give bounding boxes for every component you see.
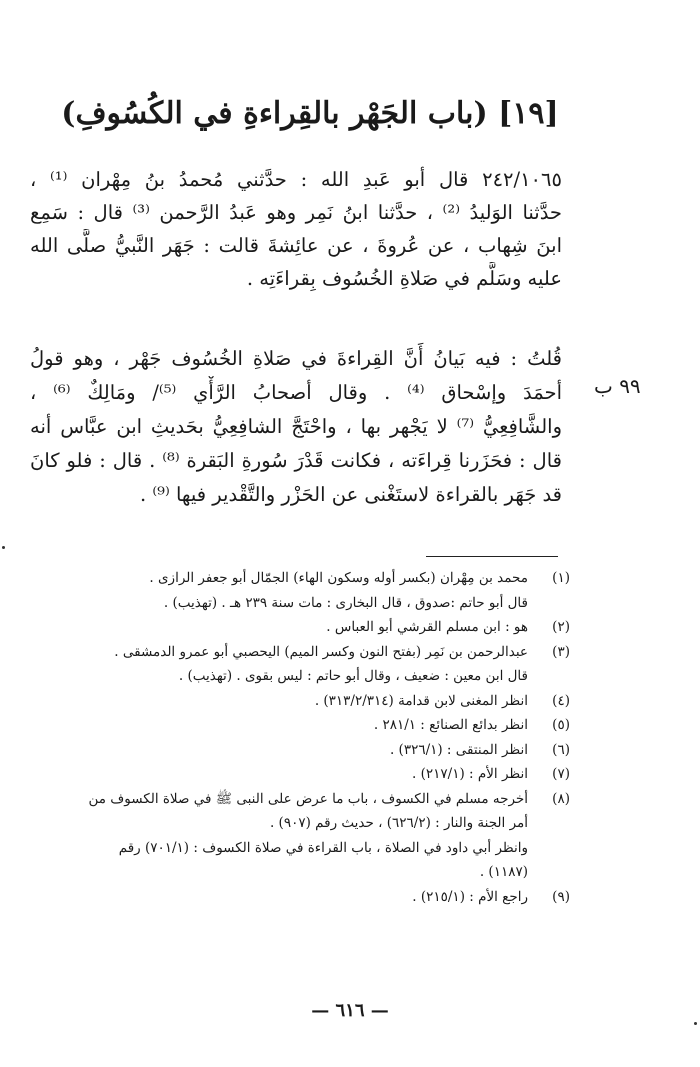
footnote <box>52 885 570 910</box>
footnote-number: (٢) <box>552 619 570 635</box>
footnote-number: (٩) <box>552 888 570 905</box>
footnote <box>52 713 570 738</box>
footnote-separator <box>426 556 558 557</box>
footnote-text <box>52 640 528 689</box>
footnote-line: انظر بدائع الصنائع : ٢٨١/١ . <box>373 717 528 733</box>
footnote <box>52 640 570 689</box>
footnote-line: أمر الجنة والنار : (٦٢٦/٢) ، حديث رقم (٩٠٧) . <box>269 815 528 831</box>
footnote-line: انظر المغنى لابن قدامة (٣١٣/٢/٣١٤) . <box>314 692 528 709</box>
footnote-number: (٦) <box>552 741 570 758</box>
footnote-number: (٣) <box>552 643 570 660</box>
footnote-line: انظر الأم : (٢١٧/١) . <box>412 766 528 782</box>
footnote-line: محمد بن مِهْران (بكسر أوله وسكون الهاء) الجمّال أبو جعفر الرازى . <box>149 570 528 586</box>
footnote-text <box>52 566 528 615</box>
footnote <box>52 762 570 787</box>
hadith-line: عليه وسَلَّم في صَلاةِ الخُسُوف بِقراءَتِه . <box>246 267 562 290</box>
commentary-line: قال : فحَزَرنا قِراءَته ، فكانت قَدْرَ سُورةِ البَقرة ⁽⁸⁾ . قال : فلو كانَ <box>30 449 562 472</box>
hadith-line: ٢٤٢/١٠٦٥ قال أبو عَبدِ الله : حدَّثني مُحمدُ بنُ مِهْران ⁽¹⁾ ، <box>30 168 562 191</box>
footnote <box>52 689 570 714</box>
footnote-text <box>52 762 528 787</box>
footnote-line: وانظر أبي داود في الصلاة ، باب القراءة في صلاة الكسوف : (٧٠١/١) رقم <box>118 839 528 856</box>
commentary-line: والشَّافِعِيُّ ⁽⁷⁾ لا يَجْهر بها ، واحْتَجَّ الشافِعِيُّ بحَديثِ ابن عبَّاس أنه <box>30 415 562 438</box>
commentary-paragraph <box>30 342 562 512</box>
footnote <box>52 787 570 885</box>
chapter-title: [١٩] (باب الجَهْر بالقِراءةِ في الكُسُوفِ) <box>61 96 559 131</box>
footnote-line: هو : ابن مسلم القرشي أبو العباس . <box>326 619 528 635</box>
hadith-paragraph <box>30 163 562 295</box>
footnote-number: (٧) <box>552 766 570 782</box>
hadith-line: حدَّثنا الوَليدُ ⁽²⁾ ، حدَّثنا ابنُ نَمِر وهو عَبدُ الرَّحمن ⁽³⁾ قال : سَمِع <box>30 201 562 224</box>
commentary-line: قُلتُ : فيه بَيانُ أَنَّ القِراءةَ في صَلاةِ الخُسُوف جَهْر ، وهو قولُ <box>30 347 562 370</box>
footnote-line: أخرجه مسلم في الكسوف ، باب ما عرض على النبى ﷺ في صلاة الكسوف من <box>88 790 528 807</box>
footnote-number: (٨) <box>552 790 570 807</box>
footnote <box>52 566 570 615</box>
commentary-line: أحمَدَ وإسْحاق ⁽⁴⁾ . وقال أصحابُ الرَّأْي ⁽⁵⁾/ ومَالِكٌ ⁽⁶⁾ ، <box>30 381 562 404</box>
footnote-text <box>52 615 528 640</box>
footnote-text <box>52 689 528 714</box>
manuscript-folio-marker: ٩٩ ب <box>594 374 641 398</box>
footnote-text <box>52 738 528 763</box>
footnote-line: عبدالرحمن بن نَمِر (بفتح النون وكسر الميم) اليحصبي أبو عمرو الدمشقى . <box>114 643 528 660</box>
footnote-line: انظر المنتقى : (٣٢٦/١) . <box>389 741 528 758</box>
hadith-line: ابنَ شِهاب ، عن عُروةَ ، عن عائِشةَ قالت : جَهَر النَّبيُّ صلَّى الله <box>30 234 562 257</box>
footnote-text <box>52 787 528 885</box>
footnote-number: (١) <box>552 570 570 586</box>
commentary-line: قد جَهَر بالقراءة لاستَغْنى عن الحَزْر والتَّقْدير فيها ⁽⁹⁾ . <box>139 483 562 506</box>
page-number: — ٦١٦ — <box>311 1000 389 1021</box>
footnote-line: قال أبو حاتم :صدوق ، قال البخارى : مات سنة ٢٣٩ هـ . (تهذيب) . <box>163 594 528 611</box>
footnote <box>52 738 570 763</box>
footnote-number: (٤) <box>552 692 570 709</box>
footnote-line: قال ابن معين : ضعيف ، وقال أبو حاتم : ليس بقوى . (تهذيب) . <box>178 668 528 684</box>
scan-speck <box>694 1022 697 1025</box>
footnote-line: راجع الأم : (٢١٥/١) . <box>412 888 528 905</box>
footnote-number: (٥) <box>552 717 570 733</box>
footnote-text <box>52 713 528 738</box>
footnote-line: (١١٨٧) . <box>479 864 528 880</box>
scan-speck <box>2 546 5 549</box>
footnote <box>52 615 570 640</box>
footnotes <box>52 566 570 909</box>
footnote-text <box>52 885 528 910</box>
